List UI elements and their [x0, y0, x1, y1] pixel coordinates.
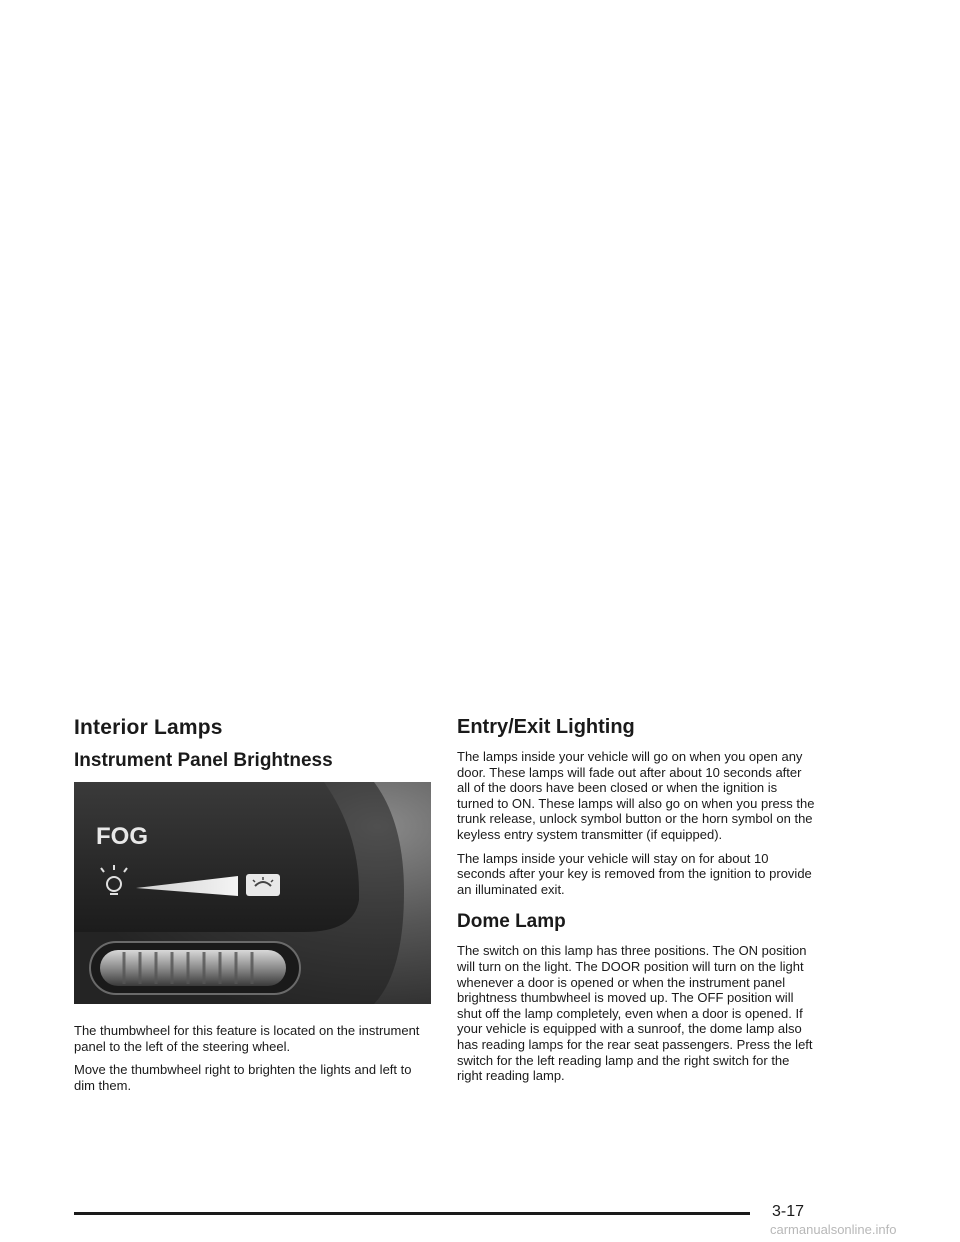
section-heading-entry-exit-lighting: Entry/Exit Lighting: [457, 716, 635, 738]
watermark: carmanualsonline.info: [770, 1222, 897, 1237]
page-number: 3-17: [772, 1203, 805, 1220]
thumbwheel-illustration: [74, 782, 431, 1004]
entry-exit-paragraph-1: The lamps inside your vehicle will go on when you open any door. These lamps will fade out after about 10 seconds after all of the doors have been closed or when the ignition is turned to ON. These lamps will also go on when you press the trunk release, unlock symbol button or the horn symbol on the keyless entry system transmitter (if equipped).: [457, 749, 815, 842]
thumbwheel-photo: [74, 782, 431, 1004]
switch-panel: [74, 782, 359, 932]
subheading-instrument-panel-brightness: Instrument Panel Brightness: [74, 750, 333, 771]
left-paragraph-1: The thumbwheel for this feature is located on the instrument panel to the left of the steering wheel.: [74, 1023, 420, 1054]
section-heading-interior-lamps: Interior Lamps: [74, 716, 223, 739]
fog-label: FOG: [96, 823, 148, 850]
section-heading-dome-lamp: Dome Lamp: [457, 911, 566, 933]
footer-rule: [74, 1212, 750, 1215]
right-column: [457, 716, 817, 1092]
dome-lamp-paragraph-1: The switch on this lamp has three positions. The ON position will turn on the light. The DOOR position will turn on the light whenever a door is opened or when the instrument panel brightness thumbwheel is moved up. The OFF position will shut off the lamp completely, even when a door is opened. If your vehicle is equipped with a sunroof, the dome lamp also has reading lamps for the rear seat passengers. Press the left switch for the left reading lamp and the right switch for the right reading lamp.: [457, 943, 813, 1084]
left-column: [74, 716, 434, 1101]
thumbwheel[interactable]: [100, 950, 286, 986]
entry-exit-paragraph-2: The lamps inside your vehicle will stay on for about 10 seconds after your key is removed from the ignition to provide an illuminated exit.: [457, 850, 812, 897]
left-paragraph-2: Move the thumbwheel right to brighten the lights and left to dim them.: [74, 1062, 412, 1093]
bright-lamp-icon: [246, 874, 280, 896]
